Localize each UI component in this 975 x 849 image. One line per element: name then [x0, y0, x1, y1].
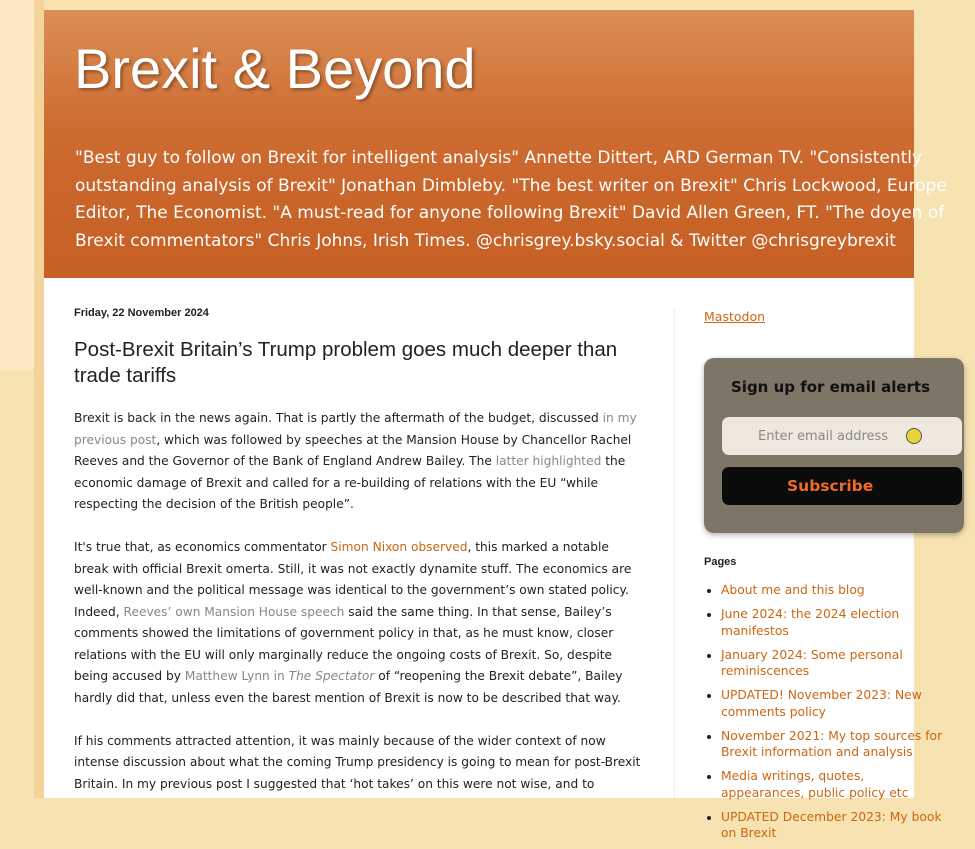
- paragraph-text: of “reopening the Brexit debate”, Bailey hardly did that, unless even the barest mention of Brexit is now to be described that way.: [74, 669, 623, 705]
- list-item: [721, 647, 951, 680]
- post-paragraph-1: [74, 408, 646, 516]
- paragraph-text: Brexit is back in the news again. That is partly the aftermath of the budget, discussed: [74, 411, 603, 425]
- mastodon-link[interactable]: Mastodon: [704, 309, 766, 324]
- paragraph-text: It's true that, as economics commentator: [74, 540, 331, 554]
- signup-title: Sign up for email alerts: [731, 378, 931, 396]
- blog-page: [44, 10, 947, 840]
- page-link-personal-reminiscences[interactable]: January 2024: Some personal reminiscences: [721, 647, 903, 678]
- list-item: [721, 687, 951, 720]
- latter-highlighted-link[interactable]: latter highlighted: [495, 454, 602, 468]
- email-signup-box: [704, 358, 964, 533]
- paragraph-text: the economic damage of Brexit and called for a re-building of relations with the EU “while respecting the decision of the British people”.: [74, 454, 626, 511]
- simon-nixon-link[interactable]: Simon Nixon observed: [330, 540, 468, 554]
- list-item: [721, 809, 951, 842]
- link-italic-text: The Spectator: [288, 669, 375, 683]
- post-body: [74, 408, 646, 817]
- background-left-panel: [0, 0, 34, 370]
- sidebar-divider: [674, 308, 675, 798]
- list-item: [721, 728, 951, 761]
- blog-title[interactable]: Brexit & Beyond: [74, 37, 476, 100]
- blog-header: [44, 10, 947, 278]
- paragraph-text: said the same thing. In that sense, Bailey’s comments showed the limitations of government policy in that, as he must know, closer relations with the EU will only marginally reduce the ongoing costs of Brexit. So, despite being accused by: [74, 604, 614, 683]
- page-link-comments-policy[interactable]: UPDATED! November 2023: New comments policy: [721, 688, 922, 719]
- post-date: Friday, 22 November 2024: [74, 307, 209, 319]
- post-paragraph-2: [74, 537, 646, 709]
- autofill-icon[interactable]: [906, 428, 922, 444]
- email-input[interactable]: [722, 417, 962, 455]
- previous-post-link[interactable]: in my previous post: [74, 411, 637, 447]
- reeves-speech-link[interactable]: Reeves’ own Mansion House speech: [123, 604, 345, 619]
- subscribe-button[interactable]: Subscribe: [722, 467, 962, 505]
- paragraph-text: , this marked a notable break with official Brexit omerta. Still, it was not exactly dynamite stuff. The economics are well-known and the political message was identical to the government’s own stated policy. Indeed,: [74, 540, 632, 619]
- page-link-my-book[interactable]: UPDATED December 2023: My book on Brexit: [721, 809, 942, 840]
- link-text: Matthew Lynn in: [184, 669, 289, 683]
- page-link-media-writings[interactable]: Media writings, quotes, appearances, public policy etc: [721, 769, 909, 800]
- page-link-top-sources[interactable]: November 2021: My top sources for Brexit information and analysis: [721, 728, 943, 759]
- matthew-lynn-link[interactable]: [185, 669, 375, 683]
- post-title[interactable]: Post-Brexit Britain’s Trump problem goes much deeper than trade tariffs: [74, 338, 618, 387]
- list-item: [721, 768, 951, 801]
- background-edge-strip: [34, 0, 44, 798]
- pages-list: [704, 582, 951, 849]
- pages-heading: Pages: [704, 556, 737, 568]
- list-item: [721, 582, 951, 599]
- blog-description: "Best guy to follow on Brexit for intelligent analysis" Annette Dittert, ARD German TV. "Consistently outstanding analysis of Brexit" Jonathan Dimbleby. "The best writer on Brexit" Chris Lockwood, Europe Editor, The Economist. "A must-read for anyone following Brexit" David Allen Green, FT. "The doyen of Brexit commentators" Chris Johns, Irish Times. @chrisgrey.bsky.social & Twitter @chrisgreybrexit: [75, 148, 947, 251]
- page-link-about[interactable]: About me and this blog: [721, 583, 865, 597]
- page-link-election-manifestos[interactable]: June 2024: the 2024 election manifestos: [721, 607, 900, 638]
- paragraph-text: , which was followed by speeches at the Mansion House by Chancellor Rachel Reeves and the Governor of the Bank of England Andrew Bailey. The: [74, 432, 632, 468]
- post-paragraph-3: If his comments attracted attention, it was mainly because of the wider context of now intense discussion about what the coming Trump presidency is going to mean for post-Brexit Britain. In my previous post I suggested that ‘hot takes’ on this were not wise, and to: [74, 733, 641, 791]
- list-item: [721, 606, 951, 639]
